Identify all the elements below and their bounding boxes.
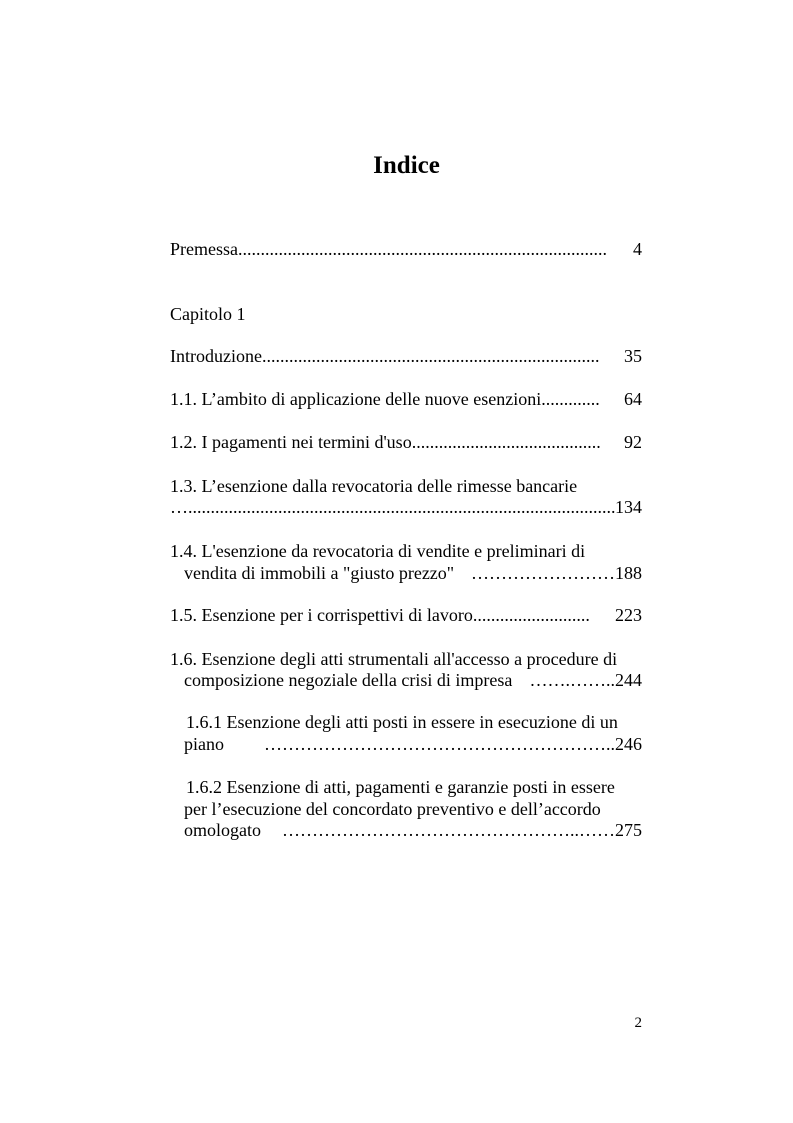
toc-dot-leader: .................................................................................. — [237, 239, 607, 259]
toc-dot-leader: …….…….. — [529, 670, 615, 690]
toc-page-number: 246 — [615, 734, 642, 754]
toc-page-number: 223 — [615, 605, 642, 625]
toc-entry-1-6-2[interactable] — [184, 818, 642, 842]
toc-dot-leader: ............. — [541, 389, 600, 409]
toc-entry-label: Premessa — [170, 239, 238, 259]
page-title: Indice — [373, 152, 440, 179]
toc-page-number: 134 — [615, 497, 642, 517]
chapter-heading: Capitolo 1 — [170, 304, 246, 324]
toc-entry-label: vendita di immobili a "giusto prezzo" — [184, 563, 455, 583]
toc-page-number: 35 — [624, 346, 642, 366]
toc-page-number: 64 — [624, 389, 642, 409]
toc-dot-leader: .......................... — [472, 605, 590, 625]
toc-entry-1-5[interactable] — [170, 603, 642, 627]
toc-page-number: 92 — [624, 432, 642, 452]
page-number: 2 — [634, 1015, 642, 1031]
toc-entry-1-6-1[interactable] — [184, 732, 642, 756]
toc-entry-1-2[interactable] — [170, 430, 642, 454]
toc-entry-1-4-title[interactable]: 1.4. L'esenzione da revocatoria di vendite e preliminari di — [170, 541, 586, 561]
toc-entry-1-3-title[interactable]: 1.3. L’esenzione dalla revocatoria delle rimesse bancarie — [170, 476, 578, 496]
toc-dot-leader: .......................................... — [411, 432, 601, 452]
toc-page-number: 275 — [615, 820, 642, 840]
toc-entry-introduzione[interactable] — [170, 344, 642, 368]
toc-entry-label: omologato — [184, 820, 261, 840]
toc-entry-1-1[interactable] — [170, 387, 642, 411]
toc-entry-1-6-title[interactable]: 1.6. Esenzione degli atti strumentali all'accesso a procedure di — [170, 649, 618, 669]
toc-dot-leader: …………………………………………..…… — [282, 820, 615, 840]
toc-entry-1-6-2-title[interactable]: 1.6.2 Esenzione di atti, pagamenti e garanzie posti in essere — [186, 777, 615, 797]
toc-entry-1-6-1-title[interactable]: 1.6.1 Esenzione degli atti posti in essere in esecuzione di un — [186, 712, 618, 732]
toc-entry-label: 1.5. Esenzione per i corrispettivi di lavoro — [170, 605, 473, 625]
toc-entry-premessa[interactable] — [170, 237, 642, 261]
toc-entry-1-6[interactable] — [184, 668, 642, 692]
toc-entry-1-6-2-title-line2[interactable]: per l’esecuzione del concordato preventivo e dell’accordo — [184, 799, 601, 819]
toc-entry-label: Introduzione — [170, 346, 262, 366]
toc-entry-label: 1.1. L’ambito di applicazione delle nuove esenzioni — [170, 389, 542, 409]
toc-dot-leader: ........................................................................... — [261, 346, 600, 366]
toc-page-number: 4 — [633, 239, 642, 259]
toc-dot-leader: …………………… — [471, 563, 615, 583]
toc-dot-leader: …............................................................................................... — [170, 497, 615, 517]
toc-entry-label: piano — [184, 734, 224, 754]
toc-entry-label: 1.2. I pagamenti nei termini d'uso — [170, 432, 412, 452]
toc-dot-leader: ………………………………………………….. — [264, 734, 615, 754]
toc-entry-label: composizione negoziale della crisi di impresa — [184, 670, 513, 690]
toc-page-number: 188 — [615, 563, 642, 583]
toc-page-number: 244 — [615, 670, 642, 690]
toc-entry-1-3[interactable] — [170, 495, 642, 519]
toc-entry-1-4[interactable] — [184, 561, 642, 585]
